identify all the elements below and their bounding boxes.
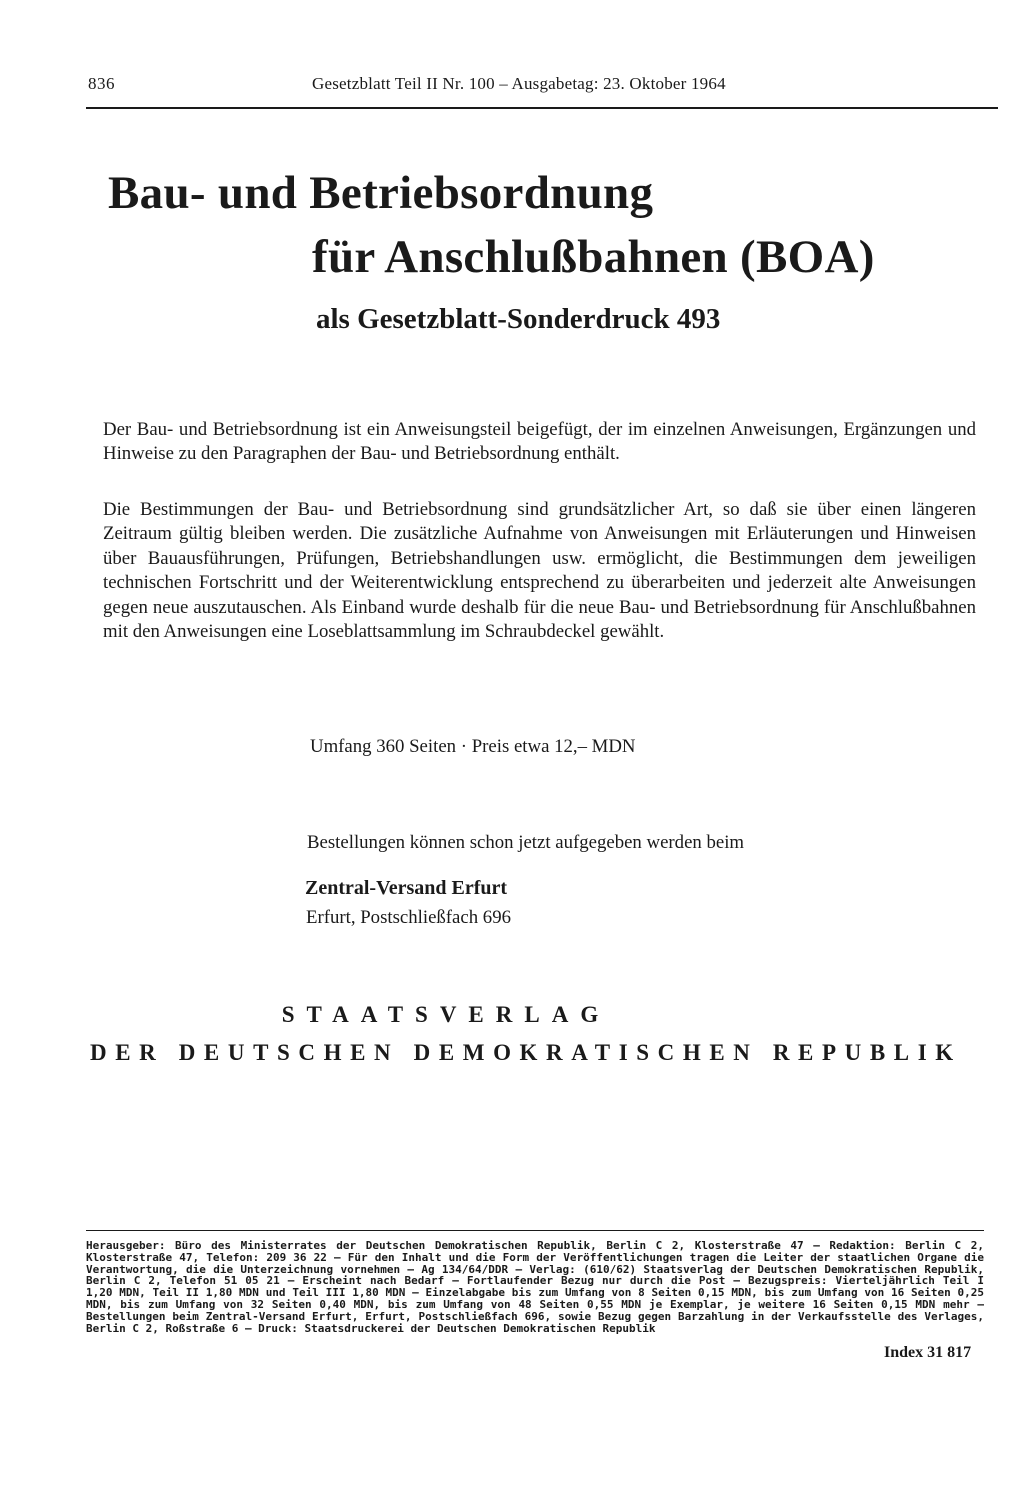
body-paragraph-1: Der Bau- und Betriebsordnung ist ein Anweisungsteil beigefügt, der im einzelnen Anweisungen, Ergänzungen und Hinweise zu den Paragraphen der Bau- und Betriebsordnung enthält. xyxy=(103,418,976,465)
title-line-1: Bau- und Betriebsordnung xyxy=(108,167,654,219)
order-address-name: Zentral-Versand Erfurt xyxy=(305,877,508,899)
footer-rule xyxy=(86,1230,984,1231)
header-rule xyxy=(86,107,998,109)
body-paragraph-2: Die Bestimmungen der Bau- und Betriebsordnung sind grundsätzlicher Art, so daß sie über einen längeren Zeitraum gültig bleiben werden. Die zusätzliche Aufnahme von Anweisungen mit Erläuterungen und Hinweisen über Bauausführungen, Prüfungen, Betriebshandlungen usw. ermöglicht, die Bestimmungen dem jeweiligen technischen Fortschritt und der Weiterentwicklung entsprechend zu überarbeiten und jederzeit alte Anweisungen gegen neue auszutauschen. Als Einband wurde deshalb für die neue Bau- und Betriebsordnung für Anschlußbahnen mit den Anweisungen eine Loseblattsammlung im Schraubdeckel gewählt. xyxy=(103,498,976,643)
index-code: Index 31 817 xyxy=(884,1344,972,1361)
publisher-line-1: STAATSVERLAG xyxy=(281,1002,611,1027)
order-text: Bestellungen können schon jetzt aufgegeben werden beim xyxy=(307,832,745,853)
page-number: 836 xyxy=(88,74,115,93)
publisher-line-2: DER DEUTSCHEN DEMOKRATISCHEN REPUBLIK xyxy=(90,1040,962,1065)
imprint-text: Herausgeber: Büro des Ministerrates der Deutschen Demokratischen Republik, Berlin C 2, Klosterstraße 47 – Redaktion: Berlin C 2, Klosterstraße 47, Telefon: 209 36 22 – Für den Inhalt und die Form der Veröffentlichungen tragen die Leiter der staatlichen Organe die Verantwortung, die die Unterzeichnung vornehmen – Ag 134/64/DDR – Verlag: (610/62) Staatsverlag der Deutschen Demokratischen Republik, Berlin C 2, Telefon 51 05 21 – Erscheint nach Bedarf – Fortlaufender Bezug nur durch die Post – Bezugspreis: Vierteljährlich Teil I 1,20 MDN, Teil II 1,80 MDN und Teil III 1,80 MDN – Einzelabgabe bis zum Umfang von 8 Seiten 0,15 MDN, bis zum Umfang von 16 Seiten 0,25 MDN, bis zum Umfang von 32 Seiten 0,40 MDN, bis zum Umfang von 48 Seiten 0,55 MDN je Exemplar, je weitere 16 Seiten 0,15 MDN mehr – Bestellungen beim Zentral-Versand Erfurt, Erfurt, Postschließfach 696, sowie Bezug gegen Barzahlung in der Verkaufsstelle des Verlages, Berlin C 2, Roßstraße 6 – Druck: Staatsdruckerei der Deutschen Demokratischen Republik xyxy=(86,1239,984,1335)
price-info: Umfang 360 Seiten · Preis etwa 12,– MDN xyxy=(310,736,636,757)
order-address-line: Erfurt, Postschließfach 696 xyxy=(306,907,511,928)
subtitle: als Gesetzblatt-Sonderdruck 493 xyxy=(316,303,721,335)
title-line-2: für Anschlußbahnen (BOA) xyxy=(312,231,875,283)
running-head: Gesetzblatt Teil II Nr. 100 – Ausgabetag: 23. Oktober 1964 xyxy=(312,74,726,93)
